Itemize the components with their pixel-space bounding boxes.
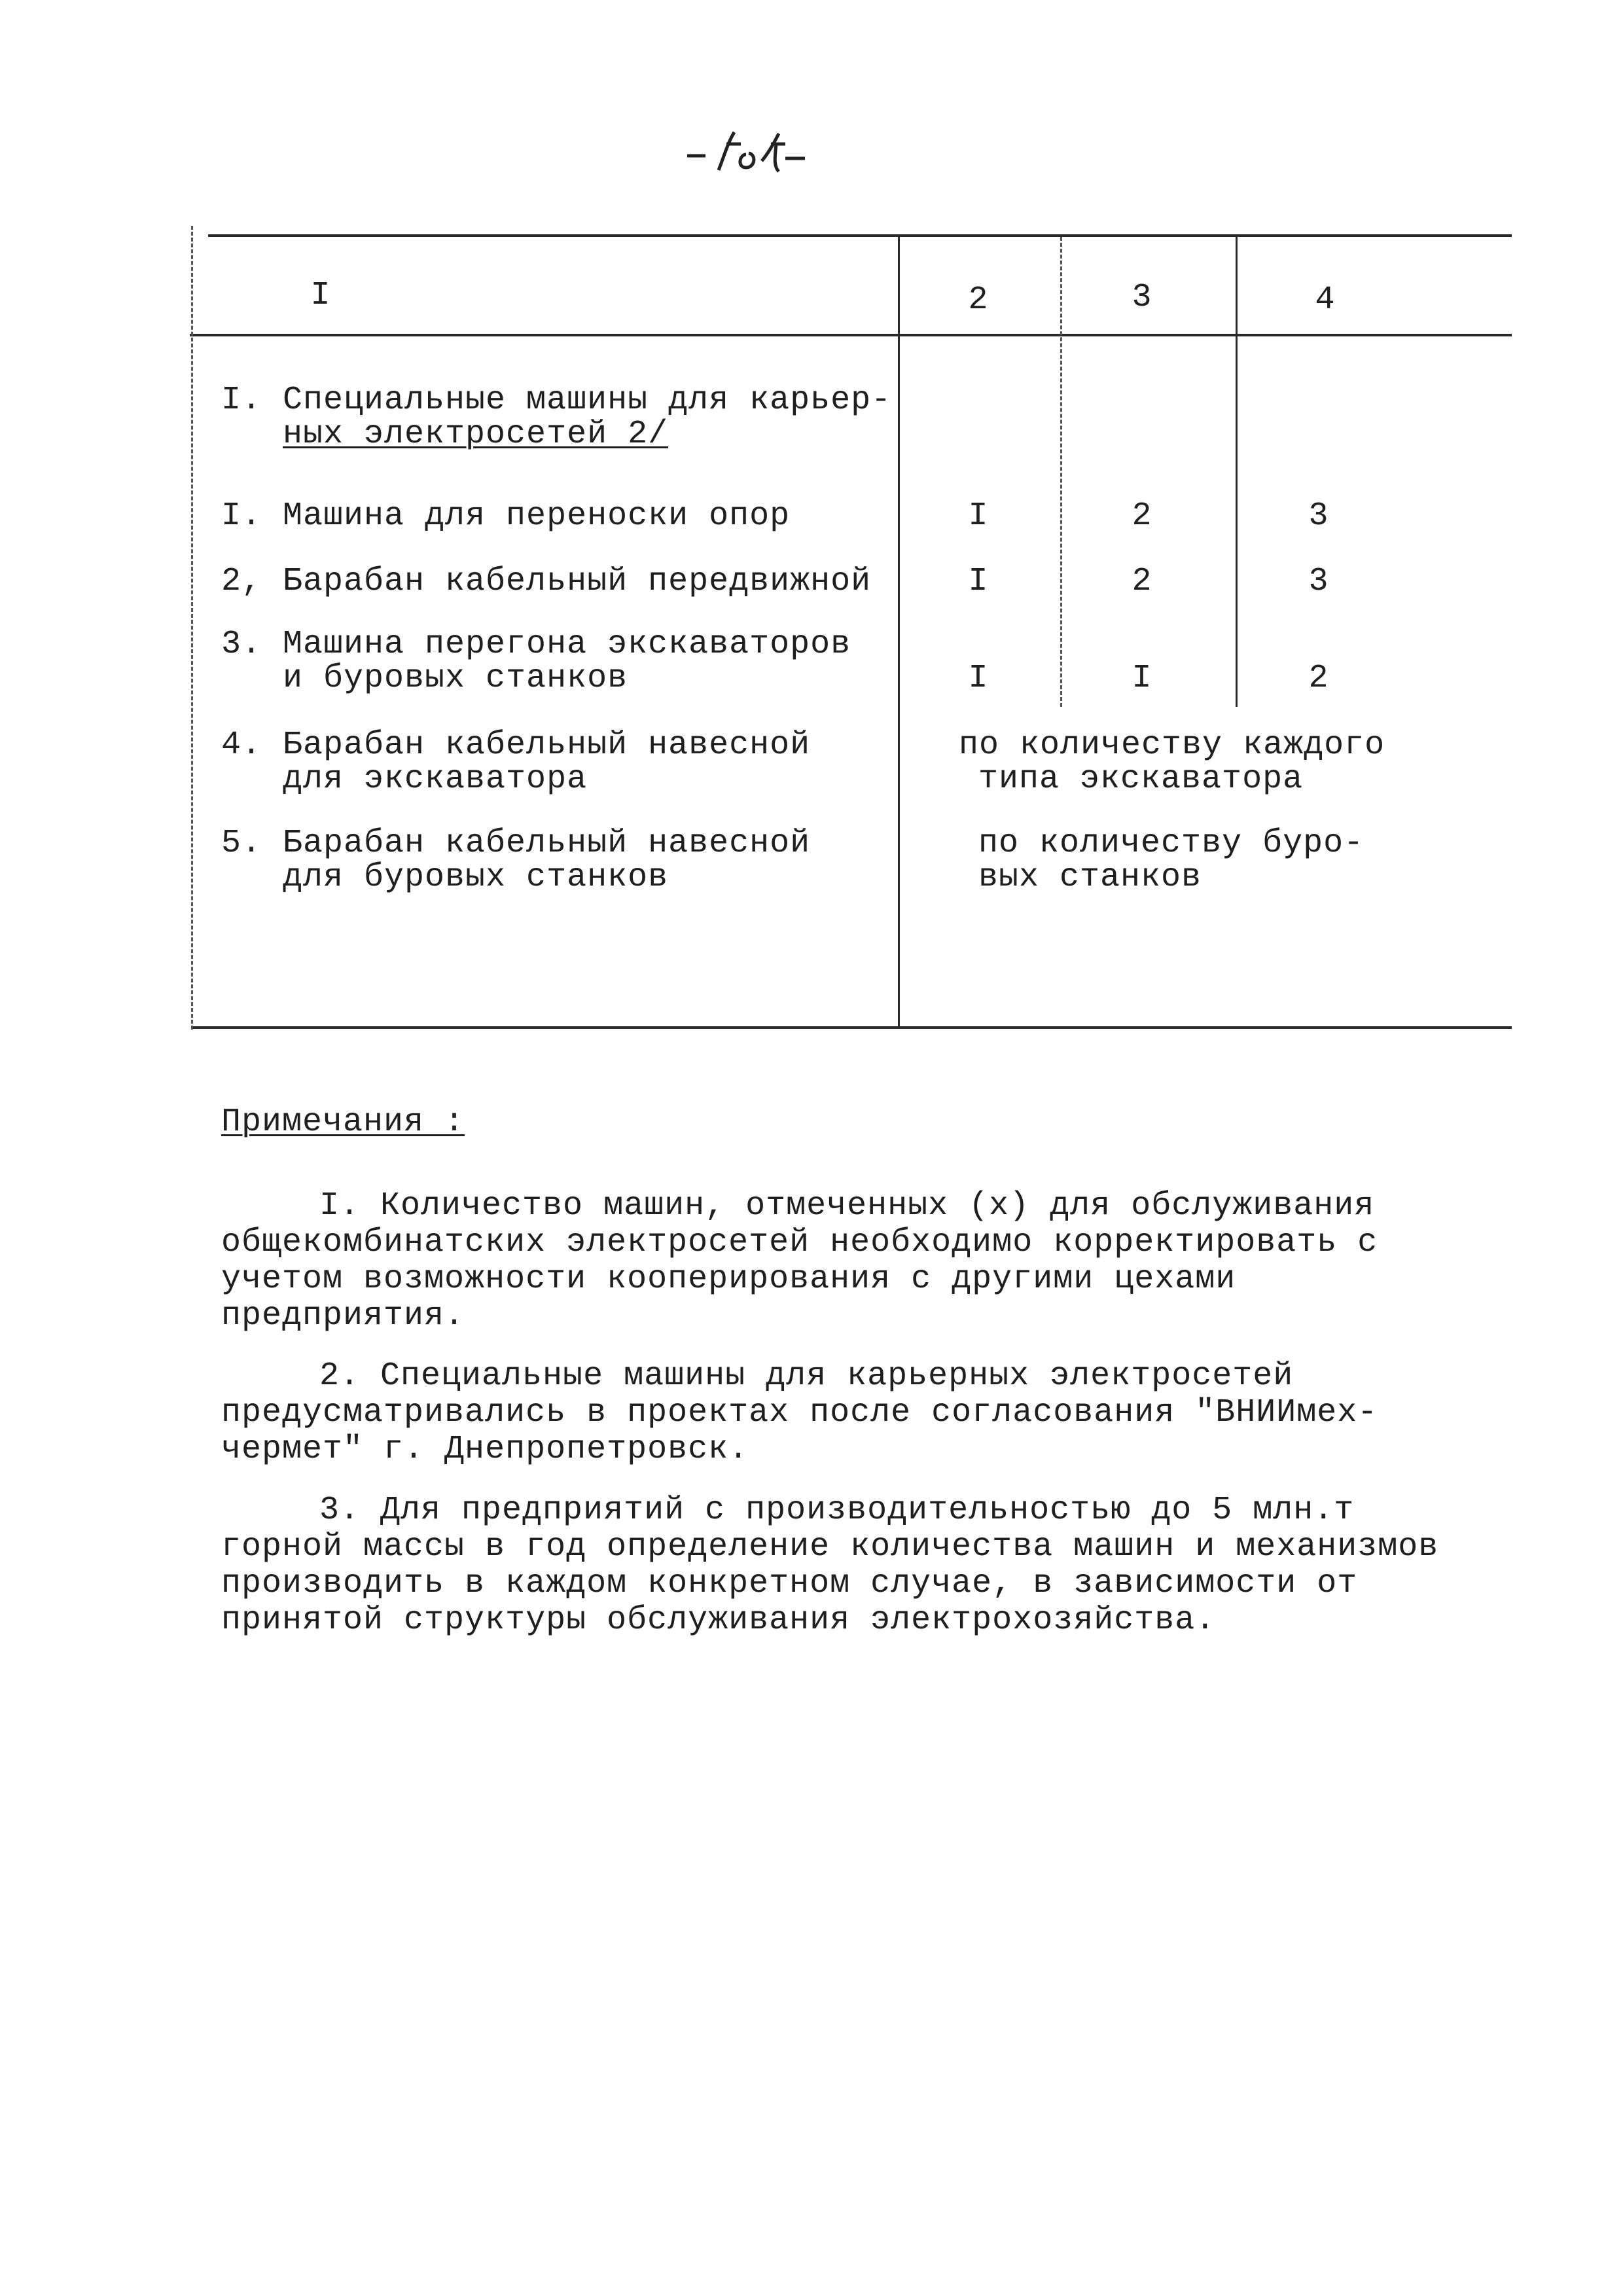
table-left-rule — [191, 226, 193, 1030]
section-number: I. — [221, 382, 262, 419]
table-col-divider-1 — [898, 237, 900, 1028]
note-1-line-4: предприятия. — [221, 1297, 465, 1335]
row-5-merged-line-1: по количеству буро- — [978, 825, 1364, 862]
row-5-number: 5. — [221, 825, 262, 862]
row-1-col-2: I — [968, 497, 989, 535]
row-1-number: I. — [221, 497, 262, 535]
note-2-line-2: предусматривались в проектах после согласования "ВНИИмех- — [221, 1394, 1378, 1431]
table-col-divider-2 — [1060, 237, 1062, 707]
table-header-rule — [190, 334, 1512, 336]
row-4-merged-line-2: типа экскаватора — [978, 761, 1304, 798]
note-2 — [221, 1358, 1419, 1468]
row-2-number: 2, — [221, 563, 262, 600]
row-2-col-4: 3 — [1308, 563, 1329, 600]
row-1-col-3: 2 — [1132, 497, 1152, 535]
table-top-rule — [208, 234, 1512, 237]
row-4-name-line-2: для экскаватора — [283, 761, 588, 798]
row-2-col-2: I — [968, 563, 989, 600]
note-3-line-1: 3. Для предприятий с производительностью до 5 млн.т — [319, 1492, 1355, 1529]
table-bottom-rule — [193, 1026, 1512, 1029]
header-col-1: I — [310, 277, 331, 314]
note-1-line-3: учетом возможности кооперирования с другими цехами — [221, 1261, 1236, 1298]
row-3-col-3: I — [1132, 660, 1152, 697]
note-3-line-2: горной массы в год определение количества машин и механизмов — [221, 1528, 1439, 1566]
section-title-line-2: ных электросетей 2/ — [283, 416, 669, 453]
row-4-name-line-1: Барабан кабельный навесной — [283, 726, 811, 764]
header-col-3: 3 — [1132, 279, 1152, 316]
note-3 — [221, 1492, 1439, 1639]
note-1-line-1: I. Количество машин, отмеченных (х) для обслуживания — [319, 1187, 1375, 1225]
note-3-line-3: производить в каждом конкретном случае, в зависимости от — [221, 1565, 1358, 1602]
section-title-line-1: Специальные машины для карьер- — [283, 382, 892, 419]
header-col-2: 2 — [968, 281, 989, 319]
row-5-name-line-1: Барабан кабельный навесной — [283, 825, 811, 862]
note-1-line-2: общекомбинатских электросетей необходимо корректировать с — [221, 1224, 1378, 1261]
page-number — [681, 124, 812, 183]
note-2-line-1: 2. Специальные машины для карьерных электросетей — [319, 1357, 1294, 1395]
row-1-name: Машина для переноски опор — [283, 497, 791, 535]
row-5-name-line-2: для буровых станков — [283, 859, 669, 896]
row-3-name-line-2: и буровых станков — [283, 660, 628, 697]
row-3-col-4: 2 — [1308, 660, 1329, 697]
row-1-col-4: 3 — [1308, 497, 1329, 535]
row-3-name-line-1: Машина перегона экскаваторов — [283, 626, 851, 663]
row-3-number: 3. — [221, 626, 262, 663]
note-3-line-4: принятой структуры обслуживания электрохозяйства. — [221, 1602, 1216, 1639]
table-col-divider-3 — [1236, 237, 1238, 707]
row-4-number: 4. — [221, 726, 262, 764]
row-2-col-3: 2 — [1132, 563, 1152, 600]
row-5-merged-line-2: вых станков — [978, 859, 1202, 896]
row-4-merged-line-1: по количеству каждого — [959, 726, 1385, 764]
row-3-col-2: I — [968, 660, 989, 697]
header-col-4: 4 — [1315, 281, 1336, 319]
notes-title: Примечания : — [221, 1103, 465, 1141]
note-1 — [221, 1188, 1419, 1335]
note-2-line-3: чермет" г. Днепропетровск. — [221, 1431, 749, 1468]
row-2-name: Барабан кабельный передвижной — [283, 563, 872, 600]
